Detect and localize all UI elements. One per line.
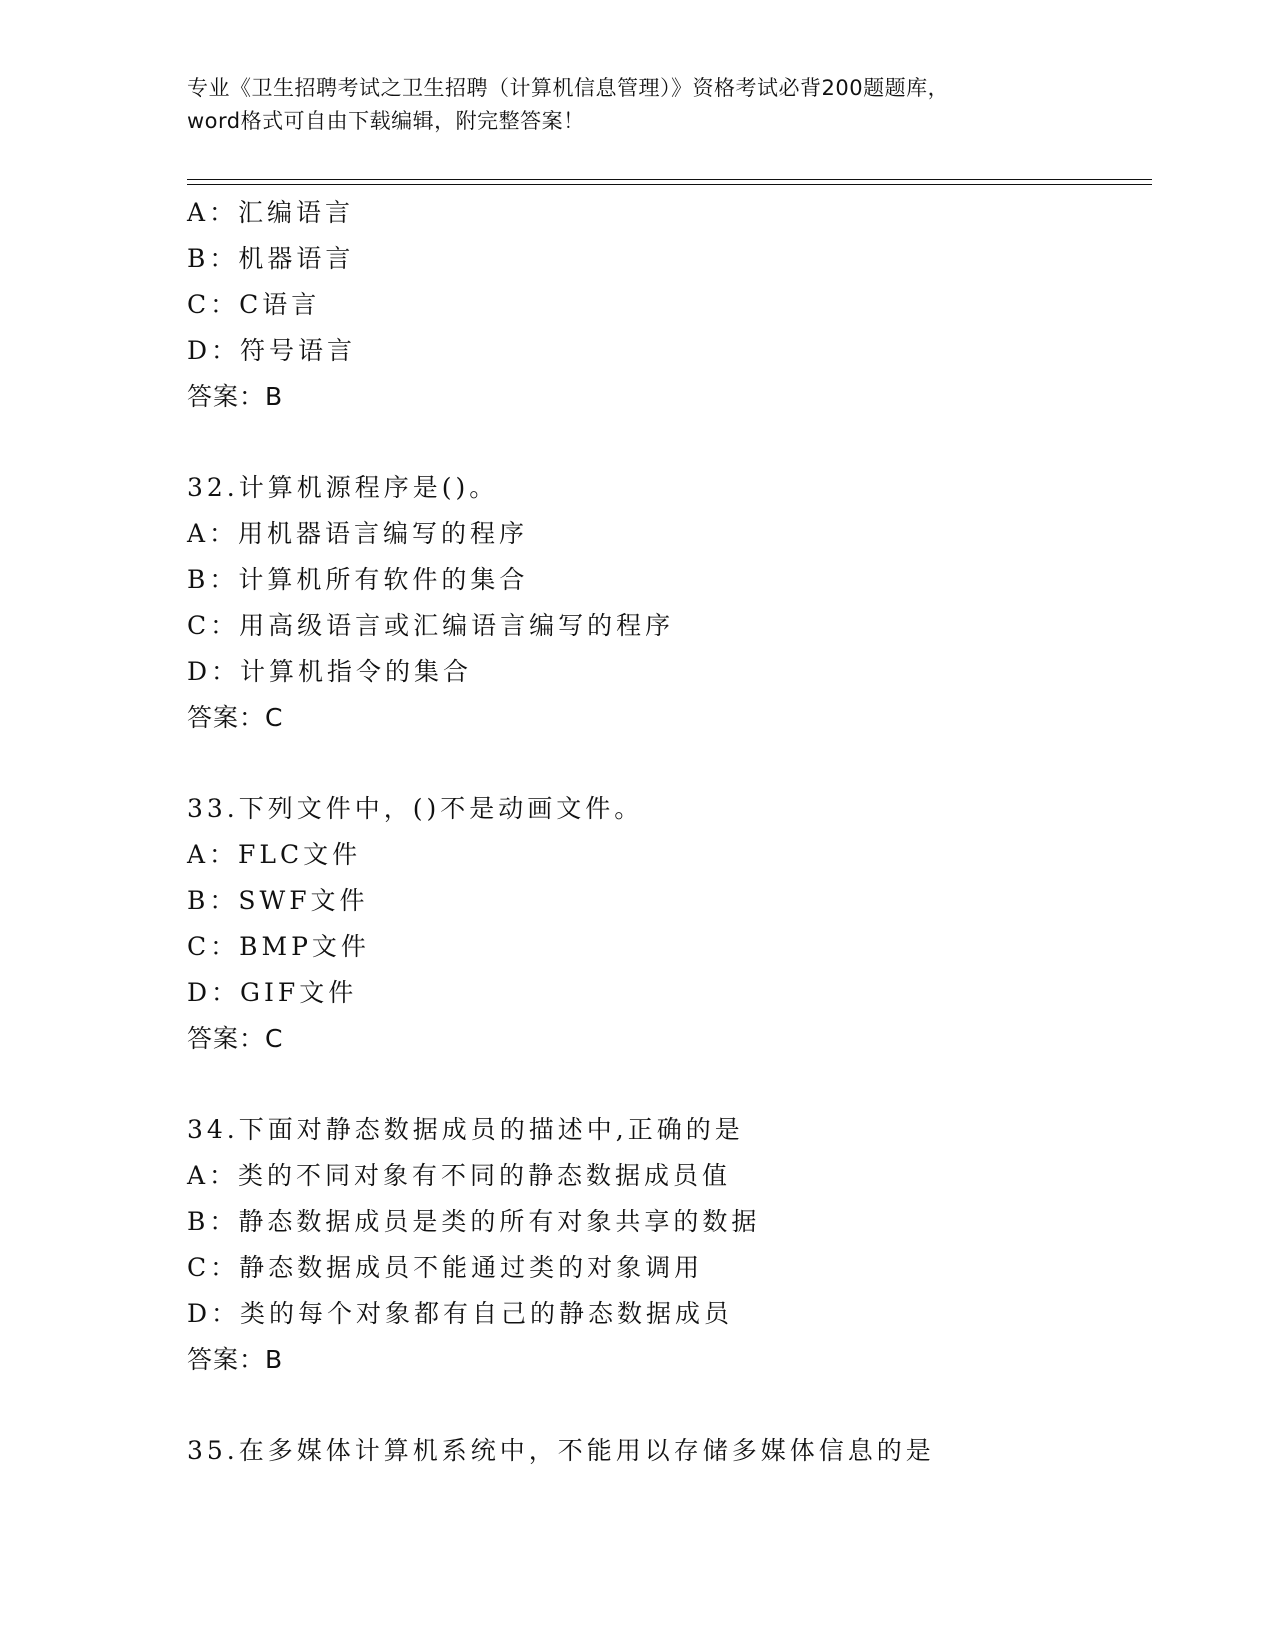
header-line-1: 专业《卫生招聘考试之卫生招聘（计算机信息管理）》资格考试必背200题题库， <box>187 76 950 100</box>
question-text: 32.计算机源程序是()。 <box>187 473 499 502</box>
answer-line: 答案：B <box>187 1345 284 1374</box>
option-a: A：类的不同对象有不同的静态数据成员值 <box>187 1161 732 1190</box>
question-31-block <box>187 190 1147 420</box>
question-text: 34.下面对静态数据成员的描述中,正确的是 <box>187 1115 744 1144</box>
document-header <box>187 72 1147 138</box>
option-b: B：SWF文件 <box>187 886 369 915</box>
question-text: 33.下列文件中，()不是动画文件。 <box>187 794 644 823</box>
option-c: C：BMP文件 <box>187 932 370 961</box>
question-34-block <box>187 1107 1147 1383</box>
answer-line: 答案：C <box>187 703 284 732</box>
option-d: D：符号语言 <box>187 336 357 365</box>
question-33-block <box>187 786 1147 1062</box>
option-a: A：汇编语言 <box>187 198 355 227</box>
option-d: D：GIF文件 <box>187 978 358 1007</box>
option-d: D：类的每个对象都有自己的静态数据成员 <box>187 1299 734 1328</box>
option-a: A：FLC文件 <box>187 840 362 869</box>
header-line-2: word格式可自由下载编辑，附完整答案！ <box>187 109 585 133</box>
option-d: D：计算机指令的集合 <box>187 657 473 686</box>
option-c: C：用高级语言或汇编语言编写的程序 <box>187 611 675 640</box>
option-a: A：用机器语言编写的程序 <box>187 519 529 548</box>
header-rule-top <box>187 179 1152 180</box>
question-list <box>187 190 1147 1474</box>
question-32-block <box>187 465 1147 741</box>
answer-line: 答案：C <box>187 1024 284 1053</box>
answer-line: 答案：B <box>187 382 284 411</box>
option-b: B：计算机所有软件的集合 <box>187 565 529 594</box>
option-b: B：静态数据成员是类的所有对象共享的数据 <box>187 1207 761 1236</box>
question-text: 35.在多媒体计算机系统中，不能用以存储多媒体信息的是 <box>187 1436 935 1465</box>
option-b: B：机器语言 <box>187 244 355 273</box>
option-c: C：静态数据成员不能通过类的对象调用 <box>187 1253 704 1282</box>
question-35-block <box>187 1428 1147 1474</box>
header-rule-bottom <box>187 184 1152 185</box>
option-c: C：C语言 <box>187 290 321 319</box>
